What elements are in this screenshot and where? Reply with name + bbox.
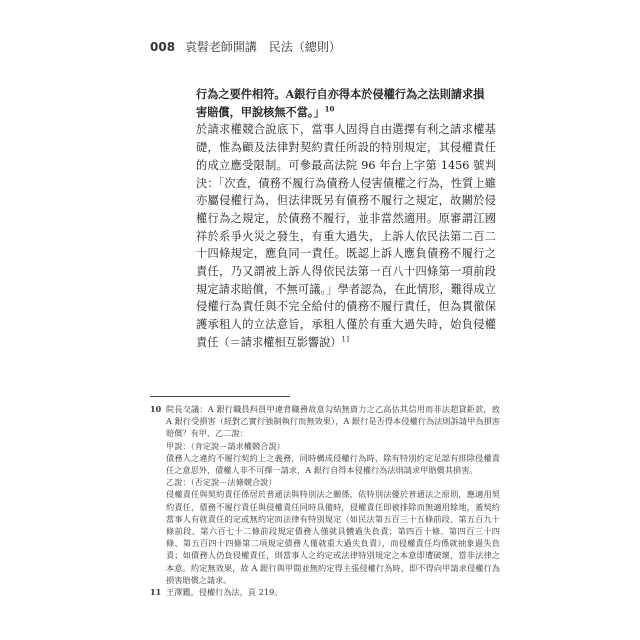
footnote-divider bbox=[150, 396, 290, 397]
footnote-number: 11 bbox=[150, 587, 162, 598]
quote-line-2: 害賠償，甲說核無不當。」 bbox=[196, 104, 325, 119]
quote-line-1: 行為之要件相符。A銀行自亦得本於侵權行為之法則請求損 bbox=[196, 87, 485, 101]
footnote-text: 王澤鑑，侵權行為法，頁 219。 bbox=[166, 587, 283, 598]
footnote-body bbox=[166, 403, 500, 586]
paragraph-text: 於請求權競合說底下，當事人固得自由選擇有利之請求權基礎，惟為顧及法律對契約責任所設的特別規定，其侵權責任的成立應受限制。可參最高法院 96 年台上字第 1456 號判決：「次查，債務不履行為債務人侵害債權之行為，性質上雖亦屬侵權行為，但法律既另有債務不履行之規定，故關於侵權行為之規定，於債務不履行，並非當然適用。原審謂江國祥於系爭火災之發生，有重大過失，上訴人依民法第二百二十四條規定，應負同一責任。既認上訴人應負債務不履行之責任，乃又謂被上訴人得依民法第一百八十四條第一項前段規定請求賠償，不無可議。」學者認為，在此情形，難得成立侵權行為責任與不完全給付的債務不履行責任，但為貫徹保護承租人的立法意旨，承租人僅於有重大過失時，始負侵權責任（＝請求權相互影響說） bbox=[196, 123, 496, 349]
footnote-ref-10: 10 bbox=[324, 103, 335, 113]
footnote-ref-11: 11 bbox=[341, 335, 351, 344]
body-paragraph bbox=[196, 121, 496, 351]
footnote-text: 乙說：（否定說－法條競合說） bbox=[166, 477, 277, 488]
header-title: 袁髫老師開講 民法（總則） bbox=[184, 40, 341, 54]
running-header bbox=[150, 38, 341, 55]
footnote-11 bbox=[150, 586, 500, 598]
footnote-text: 債務人之違約不履行契約上之義務，同時構成侵權行為時，除有特別約定足認有排除侵權責任之意思外，債權人非不可擇一請求，A 銀行自得本侵權行為法則請求甲賠償其損害。 bbox=[166, 452, 500, 476]
footnote-text: 甲說：（肯定說－請求權競合說） bbox=[166, 440, 285, 451]
page-number: 008 bbox=[150, 40, 176, 54]
main-text bbox=[196, 86, 496, 352]
footnote-number: 10 bbox=[150, 404, 162, 414]
footnote-body bbox=[166, 586, 500, 598]
footnote-text: 院長交議：A 銀行職員科員甲違背職務故意勾結無資力之乙高估其信用而非法超貸鉅款，致 A 銀行受損害（經對乙實行強制執行而無效果），A 銀行是否得本侵權行為法則訴請甲為損害賠償？有甲、乙二說： bbox=[166, 404, 500, 439]
quote-ending bbox=[196, 86, 496, 121]
footnote-10 bbox=[150, 403, 500, 586]
footnote-text: 侵權責任與契約責任係居於普通法與特別法之關係，依特別法優於普通法之原則，應適用契約責任，債務不履行責任與侵權責任同時具備時，侵權責任即被排除而無適用餘地，蓋契約當事人有就責任的定或無約定而法律有特別規定（如民法第五百三十五條前段、第五百九十條前段、第六百七十二條前段規定債務人僅就具體過失負責；第四百十條、第四百三十四條、第五百四十四條第二項規定債務人僅就重大過失負責），而侵權責任均係就抽象過失負責；如債務人仍負侵權責任，則當事人之約定或法律特別規定之本意即遭破壞，當非法律之本意。約定無效果，故 A 銀行與甲間並無約定得主張侵權行為時，即不得向甲請求侵權行為損害賠償之請求。 bbox=[166, 489, 500, 585]
footnotes bbox=[150, 403, 500, 598]
